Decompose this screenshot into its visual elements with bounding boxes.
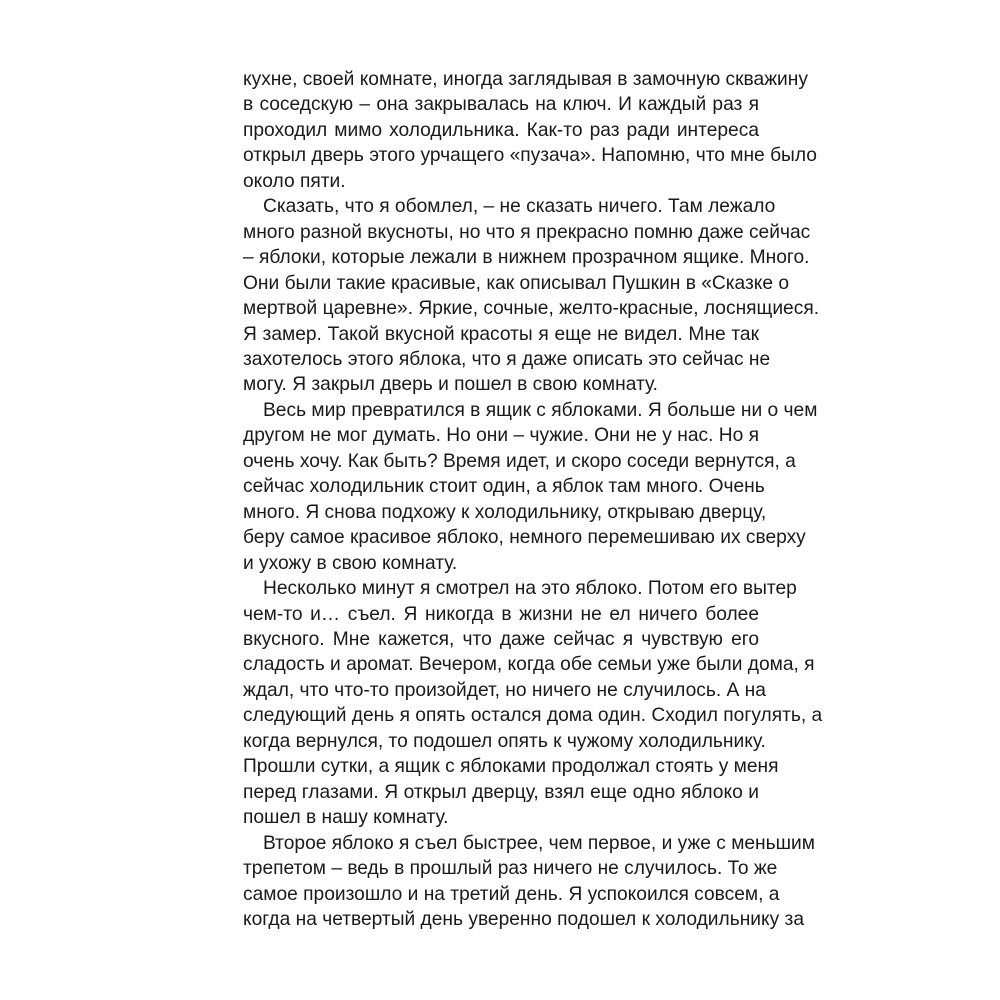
text-line: беру самое красивое яблоко, немного перемешиваю их сверху [243, 527, 806, 549]
text-line: Они были такие красивые, как описывал Пушкин в «Сказке о [243, 272, 790, 294]
text-line: около пяти. [243, 170, 346, 192]
text-line: перед глазами. Я открыл дверцу, взял еще одно яблоко и [243, 781, 759, 803]
text-line: сейчас холодильник стоит один, а яблок там много. Очень [243, 476, 765, 498]
text-line: открыл дверь этого урчащего «пузача». Напомню, что мне было [243, 145, 817, 167]
text-line: проходил мимо холодильника. Как-то раз ради интереса [243, 119, 759, 141]
text-line: Второе яблоко я съел быстрее, чем первое, и уже с меньшим [263, 832, 815, 854]
text-line: очень хочу. Как быть? Время идет, и скоро соседи вернутся, а [243, 450, 796, 472]
paragraph [243, 398, 818, 576]
book-page [243, 67, 823, 932]
text-line: когда на четвертый день уверенно подошел к холодильнику за [243, 908, 805, 930]
text-line: следующий день я опять остался дома один. Сходил погулять, а [243, 705, 823, 727]
text-line: Сказать, что я обомлел, – не сказать ничего. Там лежало [263, 196, 776, 218]
text-line: Весь мир превратился в ящик с яблоками. Я больше ни о чем [263, 399, 818, 421]
text-line: – яблоки, которые лежали в нижнем прозрачном ящике. Много. [243, 247, 810, 269]
text-line: чем-то и… съел. Я никогда в жизни не ел ничего более [243, 603, 759, 625]
text-line: пошел в нашу комнату. [243, 807, 449, 829]
text-line: самое произошло и на третий день. Я успокоился совсем, а [243, 883, 780, 905]
text-line: кухне, своей комнате, иногда заглядывая в замочную скважину [243, 69, 808, 90]
text-line: Несколько минут я смотрел на это яблоко. Потом его вытер [263, 578, 797, 600]
text-line: много разной вкусноты, но что я прекрасно помню даже сейчас [243, 221, 811, 243]
text-line: захотелось этого яблока, что я даже описать это сейчас не [243, 348, 771, 370]
text-line: ждал, что что-то произойдет, но ничего не случилось. А на [243, 679, 766, 701]
text-line: когда вернулся, то подошел опять к чужому холодильнику. [243, 730, 766, 752]
text-line: другом не мог думать. Но они – чужие. Они не у нас. Но я [243, 425, 760, 447]
text-line: вкусного. Мне кажется, что даже сейчас я чувствую его [243, 628, 759, 650]
text-line: сладость и аромат. Вечером, когда обе семьи уже были дома, я [243, 654, 815, 676]
paragraph [243, 194, 820, 398]
text-line: много. Я снова подхожу к холодильнику, открываю дверцу, [243, 501, 767, 523]
text-line: в соседскую – она закрывалась на ключ. И каждый раз я [243, 94, 759, 116]
text-line: Прошли сутки, а ящик с яблоками продолжал стоять у меня [243, 756, 779, 778]
paragraph [243, 67, 817, 194]
text-line: могу. Я закрыл дверь и пошел в свою комнату. [243, 374, 658, 396]
text-line: трепетом – ведь в прошлый раз ничего не случилось. То же [243, 858, 778, 880]
paragraph [243, 576, 823, 831]
paragraph [243, 831, 815, 933]
text-line: Я замер. Такой вкусной красоты я еще не видел. Мне так [243, 323, 759, 345]
text-line: и ухожу в свою комнату. [243, 552, 458, 574]
text-line: мертвой царевне». Яркие, сочные, желто-красные, лоснящиеся. [243, 298, 820, 320]
